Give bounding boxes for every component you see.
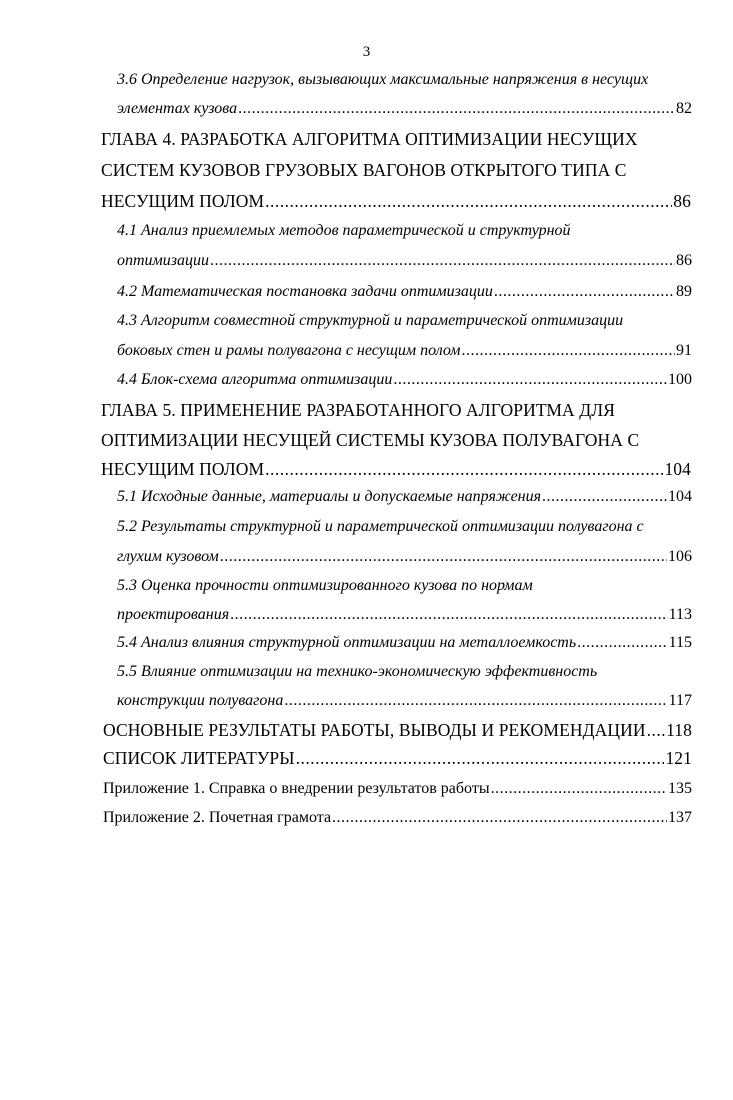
toc-appendix-1 [103,777,692,801]
dot-leader [210,249,675,273]
toc-page-number: 113 [668,606,692,623]
toc-entry-5-5 [117,660,692,684]
toc-entry-5-3-cont [117,603,692,627]
toc-entry-text: 5.1 Исходные данные, материалы и допускаемые напряжения [117,488,542,505]
toc-page-number: 89 [676,283,692,300]
dot-leader [577,631,667,655]
toc-entry-3-6 [117,68,692,92]
toc-chapter-text: ОПТИМИЗАЦИИ НЕСУЩЕЙ СИСТЕМЫ КУЗОВА ПОЛУВАГОНА С [101,430,640,450]
toc-chapter-text: НЕСУЩИМ ПОЛОМ [101,191,265,211]
toc-entry-text: конструкции полувагона [117,692,284,709]
toc-chapter-4-cont [101,158,691,182]
toc-page-number: 91 [676,342,692,359]
toc-entry-5-4 [117,631,692,655]
toc-entry-text: 3.6 Определение нагрузок, вызывающих максимальные напряжения в несущих [117,71,649,88]
toc-entry-5-2 [117,515,692,539]
toc-entry-4-1 [117,219,692,243]
toc-chapter-text: ГЛАВА 5. ПРИМЕНЕНИЕ РАЗРАБОТАННОГО АЛГОРИТМА ДЛЯ [101,400,616,420]
toc-chapter-text: ОСНОВНЫЕ РЕЗУЛЬТАТЫ РАБОТЫ, ВЫВОДЫ И РЕКОМЕНДАЦИИ [103,720,646,740]
toc-entry-text: 5.5 Влияние оптимизации на технико-экономическую эффективность [117,663,598,680]
toc-page-number: 86 [673,191,691,211]
toc-entry-text: 5.3 Оценка прочности оптимизированного кузова по нормам [117,577,533,594]
toc-entry-text: 4.3 Алгоритм совместной структурной и параметрической оптимизации [117,312,624,329]
dot-leader [296,746,665,770]
toc-chapter-text: СИСТЕМ КУЗОВОВ ГРУЗОВЫХ ВАГОНОВ ОТКРЫТОГО ТИПА С [101,160,627,180]
toc-entry-text: элементах кузова [117,100,238,117]
toc-page-number: 86 [676,252,692,269]
toc-entry-4-2 [117,280,692,304]
dot-leader [491,777,667,801]
toc-entry-4-1-cont [117,249,692,273]
toc-entry-text: 4.2 Математическая постановка задачи оптимизации [117,283,493,300]
dot-leader [462,339,675,363]
dot-leader [220,545,667,569]
toc-page-number: 117 [668,692,692,709]
toc-chapter-text: СПИСОК ЛИТЕРАТУРЫ [103,748,295,768]
dot-leader [230,603,667,627]
dot-leader [284,689,667,713]
toc-entry-5-3 [117,574,692,598]
toc-entry-4-3 [117,309,692,333]
dot-leader [265,457,663,481]
toc-results [103,718,692,742]
toc-entry-5-2-cont [117,545,692,569]
toc-chapter-text: ГЛАВА 4. РАЗРАБОТКА АЛГОРИТМА ОПТИМИЗАЦИИ НЕСУЩИХ [101,129,638,149]
toc-page-number: 104 [664,459,691,479]
toc-page-number: 137 [668,809,692,826]
toc-entry-text: глухим кузовом [117,548,219,565]
dot-leader [393,368,667,392]
dot-leader [238,97,675,121]
toc-page-number: 135 [668,780,692,797]
toc-entry-5-1 [117,485,692,509]
toc-page-number: 121 [665,748,692,768]
toc-appendix-text: Приложение 2. Почетная грамота [103,809,332,826]
toc-entry-text: 4.1 Анализ приемлемых методов параметрической и структурной [117,222,571,239]
toc-entry-4-4 [117,368,692,392]
toc-entry-text: 5.2 Результаты структурной и параметрической оптимизации полувагона с [117,518,644,535]
toc-entry-text: оптимизации [117,252,210,269]
dot-leader [647,718,665,742]
toc-entry-5-5-cont [117,689,692,713]
toc-chapter-5-cont [101,428,691,452]
toc-chapter-5-end [101,457,691,481]
page-number: 3 [362,44,371,60]
toc-entry-text: 4.4 Блок-схема алгоритма оптимизации [117,371,393,388]
toc-entry-text: боковых стен и рамы полувагона с несущим полом [117,342,461,359]
dot-leader [265,189,672,213]
dot-leader [494,280,675,304]
toc-chapter-text: НЕСУЩИМ ПОЛОМ [101,459,265,479]
toc-page-number: 104 [668,488,692,505]
toc-page-number: 106 [668,548,692,565]
toc-appendix-2 [103,806,692,830]
toc-entry-text: проектирования [117,606,230,623]
toc-chapter-5 [101,398,691,422]
toc-entry-3-6-cont [117,97,692,121]
toc-page-number: 115 [668,634,692,651]
toc-entry-text: 5.4 Анализ влияния структурной оптимизации на металлоемкость [117,634,577,651]
toc-appendix-text: Приложение 1. Справка о внедрении результатов работы [103,780,490,797]
toc-entry-4-3-cont [117,339,692,363]
toc-page-number: 100 [668,371,692,388]
toc-page-number: 118 [666,720,692,740]
toc-page-number: 82 [676,100,692,117]
toc-references [103,746,692,770]
toc-chapter-4 [101,127,691,151]
toc-chapter-4-end [101,189,691,213]
dot-leader [542,485,667,509]
dot-leader [332,806,667,830]
